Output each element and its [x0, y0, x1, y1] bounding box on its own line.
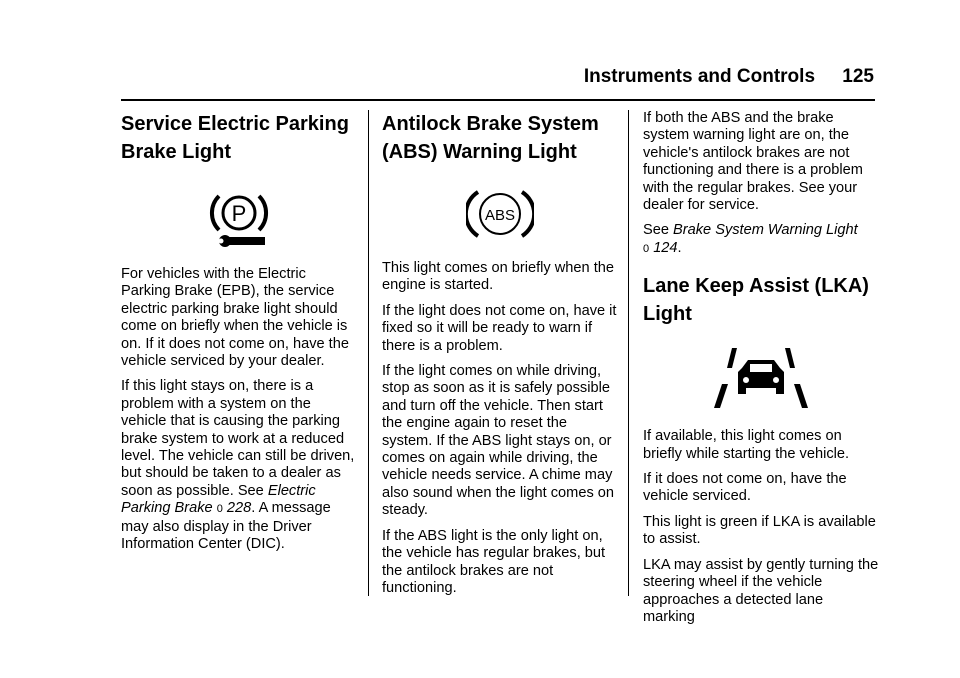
page-number: 125 [842, 66, 874, 87]
page-reference-icon: 0 [643, 242, 650, 255]
column-divider [628, 110, 629, 596]
column-divider [368, 110, 369, 596]
header-rule [121, 99, 875, 101]
page-reference-icon: 0 [216, 503, 223, 516]
paragraph: If the light comes on while driving, stop as soon as it is safely possible and turn off the vehicle. Then start the engine again to reset the system. If the ABS light stays on, or comes on again while driving, the vehicle needs service. A chime may also sound when the light comes on steady. [382, 363, 615, 519]
cross-reference-link[interactable]: Electric Parking Brake [121, 482, 316, 517]
column-2 [382, 110, 618, 605]
svg-text:P: P [231, 201, 247, 226]
lane-keep-assist-icon [706, 346, 816, 410]
page-header [584, 66, 874, 88]
column-1 [121, 110, 357, 562]
paragraph: LKA may assist by gently turning the steering wheel if the vehicle approaches a detected lane marking [643, 556, 879, 625]
section-heading: Antilock Brake System (ABS) Warning Light [382, 113, 599, 163]
page-reference[interactable]: 124 [653, 239, 678, 256]
paragraph: If the light does not come on, have it fixed so it will be ready to warn if there is a problem. [382, 302, 617, 354]
section-title: Instruments and Controls [583, 66, 816, 87]
paragraph: See Brake System Warning Light 0 124. [643, 222, 858, 256]
paragraph: This light is green if LKA is available to assist. [643, 513, 876, 548]
section-heading: Lane Keep Assist (LKA) Light [643, 275, 869, 326]
cross-reference-link[interactable]: Brake System Warning Light [673, 222, 858, 239]
paragraph: If available, this light comes on briefly while starting the vehicle. [643, 428, 850, 462]
page-reference[interactable]: 228 [226, 500, 252, 517]
parking-brake-wrench-icon [209, 188, 269, 252]
paragraph: If this light stays on, there is a problem with a system on the vehicle that is causing the parking brake system to work at a reduced level. The vehicle can still be driven, but should be taken to a dealer as soon as possible. See Electric Parking Brake 0 228. A message may also display in the Driver Information Center (DIC). [121, 378, 355, 553]
section-heading: Service Electric Parking Brake Light [121, 113, 349, 163]
paragraph: If it does not come on, have the vehicle serviced. [643, 471, 847, 505]
paragraph: If both the ABS and the brake system warning light are on, the vehicle's antilock brakes are not functioning and there is a problem with the regular brakes. See your dealer for service. [643, 110, 863, 214]
paragraph: This light comes on briefly when the engine is started. [382, 260, 614, 294]
column-3 [643, 110, 879, 634]
paragraph: For vehicles with the Electric Parking Brake (EPB), the service electric parking brake light should come on briefly when the vehicle is on. If it does not come on, have the vehicle serviced by your dealer. [121, 266, 349, 370]
abs-icon-label: ABS [484, 207, 516, 224]
abs-warning-icon [466, 188, 534, 240]
paragraph: If the ABS light is the only light on, the vehicle has regular brakes, but the antilock brakes are not functioning. [382, 527, 606, 596]
